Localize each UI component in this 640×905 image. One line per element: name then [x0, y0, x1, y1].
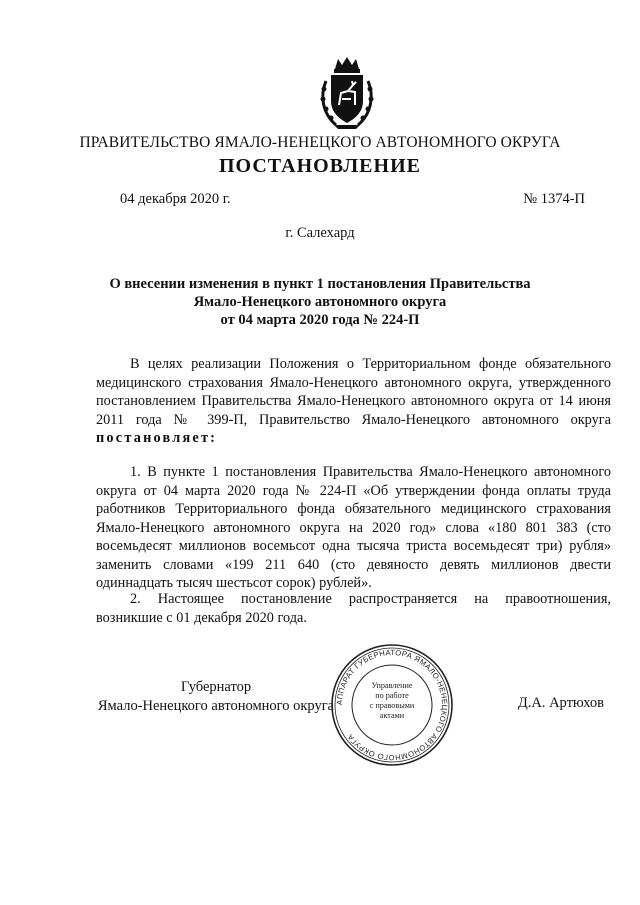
item-2-paragraph [96, 590, 611, 627]
document-date: 04 декабря 2020 г. [120, 191, 231, 207]
document-city: г. Салехард [285, 225, 355, 241]
signatory-title-line-1: Губернатор [180, 679, 252, 695]
official-stamp [329, 642, 455, 768]
stamp-center-line: актами [379, 711, 405, 720]
document-number: № 1374-П [523, 191, 585, 207]
document-subject [60, 275, 580, 329]
government-title: ПРАВИТЕЛЬСТВО ЯМАЛО-НЕНЕЦКОГО АВТОНОМНОГО ОКРУГА [79, 134, 561, 151]
stamp-center-line: по работе [375, 691, 409, 700]
signatory-title [96, 678, 336, 716]
item-1-paragraph [96, 463, 611, 593]
item-2-text: 2. Настоящее постановление распространяется на правоотношения, возникшие с 01 декабря 2020 года. [96, 591, 611, 626]
item-1-text: 1. В пункте 1 постановления Правительства Ямало-Ненецкого автономного округа от 04 марта 2020 года № 224-П «Об утверждении фонда оплаты труда работников Территориального фонда обязательного медицинского страхования Ямало-Ненецкого автономного округа на 2020 год» слова «180 801 383 (сто восемьдесят миллионов восемьсот одна тысяча триста восемьдесят три) рубля» заменить словами «199 211 640 (сто девяносто девять миллионов двести одиннадцать тысяч шестьсот сорок) рублей». [96, 464, 611, 591]
preamble-paragraph [96, 355, 611, 448]
preamble-text: В целях реализации Положения о Территориальном фонде обязательного медицинского страхования Ямало-Ненецкого автономного округа, утвержденного постановлением Правительства Ямало-Ненецкого автономного округа от 14 июня 2011 года № 399-П, Правительство Ямало-Ненецкого автономного округа [96, 356, 611, 428]
document-type-heading: ПОСТАНОВЛЕНИЕ [219, 155, 421, 177]
coat-of-arms-emblem [318, 55, 376, 131]
stamp-center-line: Управление [371, 681, 413, 690]
signatory-title-line-2: Ямало-Ненецкого автономного округа [97, 698, 335, 714]
signatory-name: Д.А. Артюхов [517, 695, 604, 711]
subject-line-2: Ямало-Ненецкого автономного округа [193, 294, 447, 310]
subject-line-3: от 04 марта 2020 года № 224-П [220, 312, 420, 328]
stamp-center-line: с правовыми [369, 701, 415, 710]
subject-line-1: О внесении изменения в пункт 1 постановления Правительства [109, 276, 531, 292]
stamp-center-text [370, 681, 415, 720]
resolves-word: постановляет: [96, 430, 218, 446]
stamp-ring-text: АППАРАТ ГУБЕРНАТОРА ЯМАЛО-НЕНЕЦКОГО АВТОНОМНОГО ОКРУГА [334, 647, 450, 763]
